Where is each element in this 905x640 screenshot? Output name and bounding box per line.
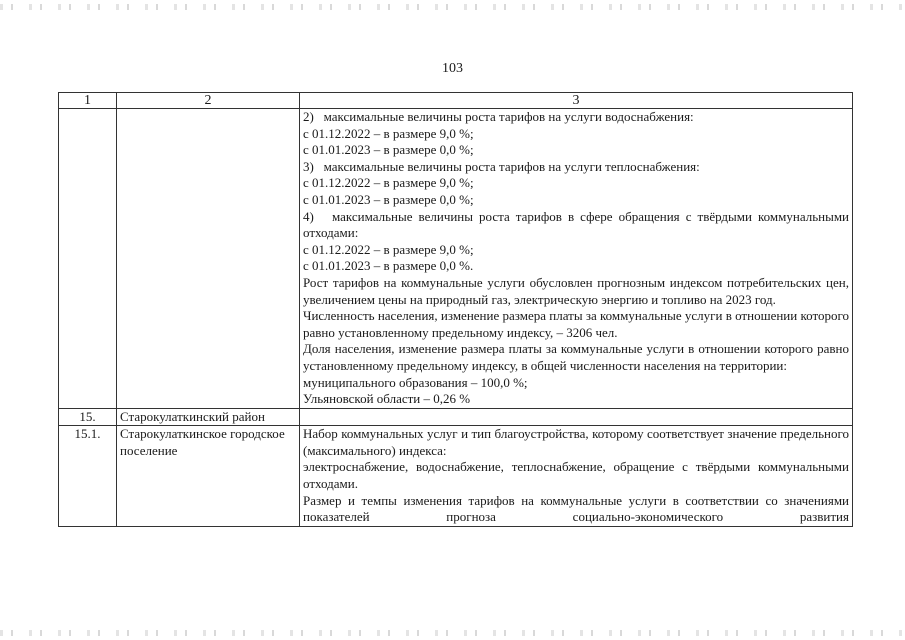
scan-edge-bottom (0, 630, 905, 636)
settlement-number: 15.1. (59, 426, 117, 527)
header-cell-2: 2 (117, 93, 300, 109)
text-line: 2) максимальные величины роста тарифов на услуги водоснабжения: (303, 109, 694, 124)
header-cell-1: 1 (59, 93, 117, 109)
scan-edge-top (0, 4, 905, 10)
text-line: 3) максимальные величины роста тарифов на услуги теплоснабжения: (303, 158, 700, 174)
text-paragraph: Доля населения, изменение размера платы за коммунальные услуги в отношении которого равно установленному предельному индексу, в общей численности населения на территории: (303, 341, 849, 373)
table-header-row (59, 93, 853, 109)
text-line: с 01.12.2022 – в размере 9,0 %; (303, 175, 474, 191)
text-paragraph: Рост тарифов на коммунальные услуги обусловлен прогнозным индексом потребительских цен, увеличением цены на природный газ, электрическую энергию и топливо на 2023 год. (303, 274, 849, 307)
text-line: с 01.01.2023 – в размере 0,0 %; (303, 142, 474, 158)
continuation-text-cell (300, 109, 853, 409)
text-paragraph: Численность населения, изменение размера платы за коммунальные услуги в отношении которого равно установленному предельному индексу, – 3206 чел. (303, 308, 849, 340)
text-paragraph: Размер и темпы изменения тарифов на коммунальные услуги в соответствии со значениями показателей прогноза социально-экономического развития (303, 492, 849, 525)
district-text-cell (300, 408, 853, 426)
text-line: с 01.12.2022 – в размере 9,0 %; (303, 125, 474, 141)
settlement-text-cell (300, 426, 853, 527)
text-line: Ульяновской области – 0,26 % (303, 391, 471, 407)
page-number: 103 (442, 61, 463, 76)
tariff-table (58, 92, 853, 527)
header-cell-3: 3 (300, 93, 853, 109)
text-line: с 01.12.2022 – в размере 9,0 %; (303, 241, 474, 257)
district-name: Старокулаткинский район (117, 408, 300, 426)
text-paragraph: электроснабжение, водоснабжение, теплоснабжение, обращение с твёрдыми коммунальными отходами. (303, 459, 849, 492)
continuation-name-cell (117, 109, 300, 409)
text-line: с 01.01.2023 – в размере 0,0 %. (303, 258, 474, 274)
continuation-number-cell (59, 109, 117, 409)
district-row (59, 408, 853, 426)
text-line: с 01.01.2023 – в размере 0,0 %; (303, 191, 474, 207)
continuation-row (59, 109, 853, 409)
text-paragraph: Набор коммунальных услуг и тип благоустройства, которому соответствует значение предельного (максимального) индекса: (303, 426, 849, 458)
district-number: 15. (59, 408, 117, 426)
text-paragraph: 4) максимальные величины роста тарифов в сфере обращения с твёрдыми коммунальными отходами: (303, 208, 849, 241)
settlement-name: Старокулаткинское городское поселение (117, 426, 300, 527)
text-line: муниципального образования – 100,0 %; (303, 374, 528, 390)
settlement-row (59, 426, 853, 527)
